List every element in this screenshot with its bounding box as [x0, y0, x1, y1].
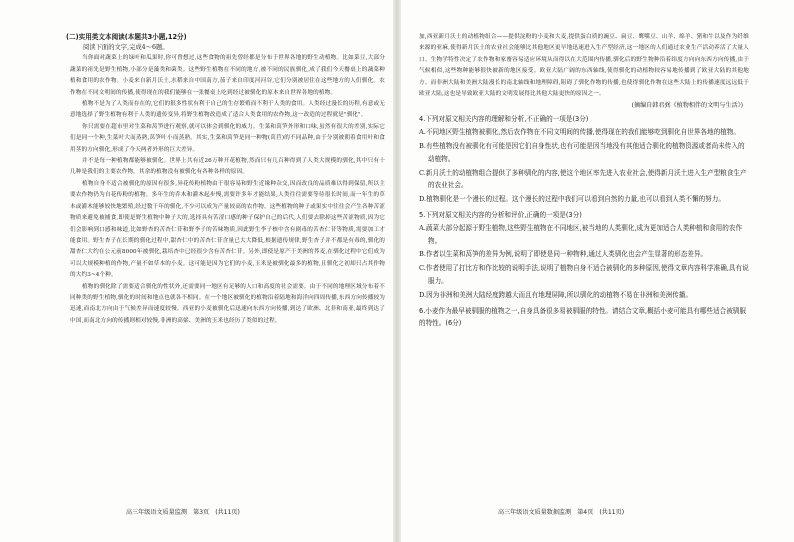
question-4-option-d: D.植物驯化是一个漫长的过程。这个漫长的过程中我们可以看到自然的力量,也可以看到人类不懈的努力。 [419, 195, 725, 204]
right-page-column [419, 32, 749, 330]
question-6-stem: 6.小麦作为最早被驯服的植物之一,自身具备很多易被驯服的特性。请结合文章,概括小麦可能具有哪些适合被驯服的特性。(6分) [419, 306, 746, 328]
question-4-option-c: C.新月沃土的动植物组合提供了多种驯化的内容,使这个地区率先进入农业社会,使得新月沃土进入生产型粮食生产的农业社会。 [419, 168, 747, 190]
article-paragraph: 你只需要在超市里对生菜和莴笋进行观察,就可以体会到驯化的威力。生菜和莴笋外形和口味,虽然有很大的差别,实际它们是同一个种,生菜叶大而蒸熟,莴笋叶小而蒸熟。其实,生菜和莴笋是同一种物(莴苣)的不同品种,由于分别被朝着食用叶和食用茎的方向驯化,形成了今天两者外形的巨大差异。 [70, 123, 385, 153]
question-5-option-d: D.因为非洲和美洲大陆经度跨越大而且有地理屏障,所以驯化的动植物不易在非洲和美洲传播。 [419, 290, 692, 299]
question-4-option-a: A.不同地区野生植物被驯化,然后农作物在不同文明间的传播,使得现在的我们能够吃到驯化自世界各地的植物。 [419, 128, 740, 137]
page-footer: 高三年级语文质量监测 第3页 (共11页) [126, 509, 240, 516]
article-paragraph: 并不是每一种植物都能够被驯化。世界上共有近26万种开花植物,然而只有几百种得到了人类大规模的驯化,其中只有十几种是我们的主要农作物。其余的植物没有被驯化有各种各样的原因。 [70, 158, 385, 176]
left-page-column [66, 32, 385, 327]
article-paragraph: 植物的驯化除了需要适合驯化的性状外,还需要同一地区有足够的人口和高度的社会需要。由于不同的地理区域分布着不同种类的野生植物,驯化的时间和地点也就各不相同。在一个地区被驯化的植物沿着陆地和海洋向四周传播,东西方向传播较为迅速,而南北方向由于气候差异而速度较慢。西亚的小麦被驯化后迅速向东西方向传播,到达了欧洲、北非和南亚,最终到达了中国,而南北方向的传播则相对较慢,非洲的高粱、美洲的玉米也经历了类似的过程。 [70, 283, 385, 324]
reading-instruction: 阅读下面的文字,完成4～6题。 [83, 44, 169, 51]
question-5-option-a: A.蔬菜大部分起源于野生植物,这些野生植物在不同地区,被当地的人类驯化,成为更加适合人类种植和食用的农作物。 [419, 223, 743, 245]
article-paragraph: 植物自身不适合被驯化的原因有很多,异花传粉植物由于很容易和野生近缘种杂交,因而改良的品质难以得到保留,所以主要农作物仍为自花传粉的植物。多年生的乔木和灌木起步慢,需要许多年才能结果,人类往往需要等待很长时间,而一年生的草本或灌木能够较快地繁殖,经过数千年的驯化,不少可以成为产量较高的农作物。这些植物的种子或果实中往往会产生各种苦涩物质来避免被捕食,即使是野生植物中种子大的,选择具有苦涩口感的种子保护自己的后代,人们要去除掉这些苦涩物质,因为它们会影响到口感和味道,比如野杏的苦杏仁苷和野李子的苦味物质,因此野生李子核中含有剧毒的苦杏仁苷等物质,需要加工才能食用。野生杏子在长期的驯化过程中,甜杏仁中的苦杏仁苷含量已大大降低,根据遗传规律,野生杏子并不都是有毒的,驯化的甜杏仁大约在公元前8000年被驯化,栽培杏中已经很少含有苦杏仁苷。另外,即使是原产于美洲的荞麦,在驯化过程中它们成为可以大规模种植的作物,产量不如草本的小麦。这可能是因为它们的小麦,玉米是被驯化最多的植物,且驯化之初却只占其作物的大约3~4个种。 [70, 180, 385, 279]
question-5-stem: 5.下列对原文相关内容的分析和评价,正确的一项是(3分) [419, 211, 582, 220]
article-source: (摘编自韩君弼《植物相伴的文明与生活》) [631, 102, 743, 110]
question-4-option-b: B.有些植物没有被驯化有可能是因它们自身性状,也有可能是因当地没有其他适合驯化的植物资源或者尚未传入的动植物。 [419, 142, 745, 163]
question-5-option-b: B.作者以生菜和莴笋的差异为例,说明了即使是同一种物种,通过人类驯化也会产生显著的形态差异。 [419, 250, 708, 259]
article-paragraph: 加,西亚新月沃土的动植物组合——提供淀粉的小麦和大麦,提供蛋白质的豌豆、扁豆、鹰嘴豆、山羊、绵羊、猪和牛以及作为纤维来源的亚麻,使得新月沃土的农业社会能够比其他地区更早地迅速进入生产型经济,这一地区的人们通过农业生产活动养活了大量人口。生物学特性决定了农作物和家畜容易适应环境从而得以在大范围内传播,驯化后的野生物种沿着纬度方向向东西方向传播,由于气候相似,这些物种能够很快被新的地区接受。欧亚大陆广阔的东西轴线,使得驯化的动植物较容易地传播到了欧亚大陆的其他地方。而非洲大陆和美洲大陆漫长的南北轴线和地理障碍,阻碍了驯化作物的传播,也使得驯化作物在这些大陆上的传播速度远远低于欧亚大陆,这也是导致欧亚大陆的文明发展得比其他大陆更快的原因之一。 [419, 34, 749, 98]
article-paragraph: 植物不是为了人类而存在的,它们的很多性状有利于自己的生存繁殖而不利于人类的食用。人类经过漫长的历程,有意或无意地选择了野生植物有利于人类的遗传变异,将野生植物改造成了适合人类食用的农作物,这一改造的过程就是"驯化"。 [70, 101, 385, 119]
question-4-stem: 4.下列对原文相关内容的理解和分析,不正确的一项是(3分) [419, 115, 589, 124]
article-paragraph: 当你面对蔬菜上的绿叶和瓜果时,你可曾想过,这些食物的祖先曾经都是分布于世界各地的野生动植物。比如菜豆,大部分蔬菜的祖先是野生植物,小部分是藻类和菌类。这些野生植物在不同的地方,被不同的民族驯化,成了我们今天餐桌上的蔬菜种植和食用的农作物。小麦来自新月沃土,水稻来自中国南方,茄子来自印度河河谷,它们分别被居住在这些地方的人们驯化。农作物在不同文明间的传播,使得现在的我们能够在一张餐桌上吃到经过被驯化的原本来自世界各地的植物。 [70, 55, 385, 96]
right-page [397, 0, 794, 542]
section-title: (二)实用类文本阅读(本题共3小题,12分) [66, 33, 187, 41]
page-footer: 高三年级语文质量数据监测 第4页 (共11页) [498, 509, 625, 516]
question-5-option-c: C.作者使用了打比方和作比较的说明手法,说明了植物自身不适合被驯化的多种原因,使得文章内容科学准确,具有说服力。 [419, 264, 749, 285]
